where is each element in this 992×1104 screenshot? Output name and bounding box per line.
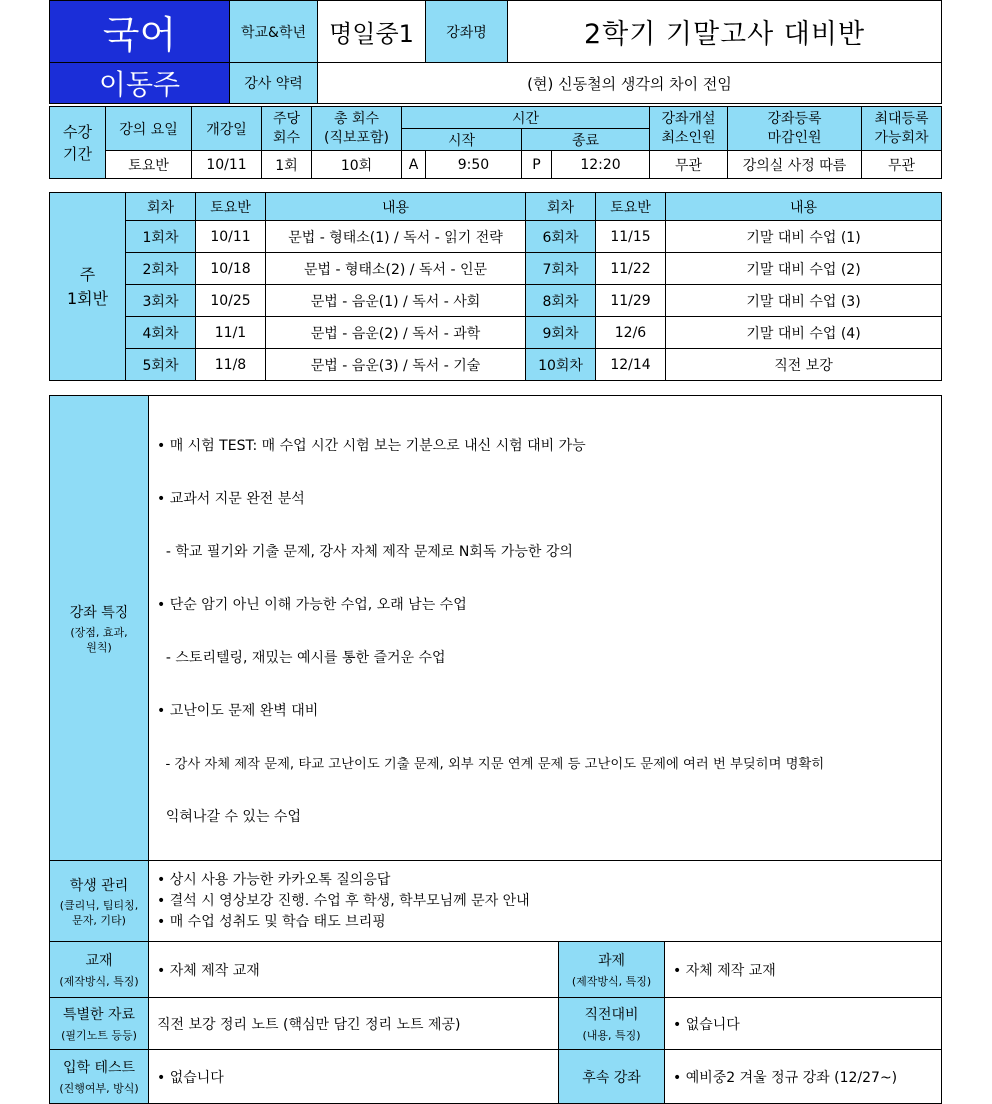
teacher-name: 이동주 bbox=[50, 63, 230, 104]
session-no-header: 회차 bbox=[526, 193, 596, 221]
entrance-label: 입학 테스트 bbox=[62, 1060, 136, 1076]
session-day-header: 토요반 bbox=[596, 193, 666, 221]
sessions-side-label: 주 1회반 bbox=[50, 193, 126, 381]
session-date: 10/11 bbox=[196, 221, 266, 253]
school-value: 명일중1 bbox=[318, 1, 426, 63]
course-label: 강좌명 bbox=[426, 1, 508, 63]
time-end-header: 종료 bbox=[522, 129, 650, 151]
career-value: (현) 신동철의 생각의 차이 전임 bbox=[318, 63, 942, 104]
start-date-value: 10/11 bbox=[192, 151, 262, 179]
total-header: 총 회수 (직보포함) bbox=[312, 107, 402, 151]
session-no: 5회차 bbox=[126, 349, 196, 381]
session-date: 11/22 bbox=[596, 253, 666, 285]
session-content: 기말 대비 수업 (1) bbox=[666, 221, 942, 253]
session-content: 직전 보강 bbox=[666, 349, 942, 381]
end-time: 12:20 bbox=[552, 151, 650, 179]
list-item: • 상시 사용 가능한 카카오톡 질의응답 bbox=[157, 871, 391, 888]
max-session-header: 최대등록 가능회차 bbox=[862, 107, 942, 151]
features-label: 강좌 특징 bbox=[69, 604, 129, 621]
prep-value: • 없습니다 bbox=[665, 998, 942, 1050]
session-date: 12/14 bbox=[596, 349, 666, 381]
max-session-value: 무관 bbox=[862, 151, 942, 179]
homework-sublabel: (제작방식, 특징) bbox=[571, 975, 652, 988]
homework-label: 과제 bbox=[597, 953, 626, 969]
session-day-header: 토요반 bbox=[196, 193, 266, 221]
start-date-header: 개강일 bbox=[192, 107, 262, 151]
session-no: 7회차 bbox=[526, 253, 596, 285]
session-content: 기말 대비 수업 (2) bbox=[666, 253, 942, 285]
session-date: 11/8 bbox=[196, 349, 266, 381]
table-row bbox=[50, 253, 942, 285]
career-label: 강사 약력 bbox=[230, 63, 318, 104]
sessions-table bbox=[49, 192, 942, 381]
session-content: 기말 대비 수업 (3) bbox=[666, 285, 942, 317]
weekly-value: 1회 bbox=[262, 151, 312, 179]
session-no: 6회차 bbox=[526, 221, 596, 253]
session-content: 문법 - 형태소(2) / 독서 - 인문 bbox=[266, 253, 526, 285]
session-no: 3회차 bbox=[126, 285, 196, 317]
deadline-value: 강의실 사정 따름 bbox=[728, 151, 862, 179]
special-sublabel: (필기노트 등등) bbox=[61, 1029, 137, 1042]
homework-value: • 자체 제작 교재 bbox=[665, 942, 942, 998]
session-date: 11/29 bbox=[596, 285, 666, 317]
min-enroll-value: 무관 bbox=[650, 151, 728, 179]
deadline-header: 강좌등록 마감인원 bbox=[728, 107, 862, 151]
next-course-label: 후속 강좌 bbox=[559, 1050, 665, 1104]
prep-label: 직전대비 bbox=[584, 1007, 639, 1023]
prep-sublabel: (내용, 특징) bbox=[582, 1029, 641, 1042]
list-item: • 결석 시 영상보강 진행. 수업 후 학생, 학부모님께 문자 안내 bbox=[157, 892, 530, 909]
session-no: 10회차 bbox=[526, 349, 596, 381]
session-content: 문법 - 음운(2) / 독서 - 과학 bbox=[266, 317, 526, 349]
special-label-cell bbox=[50, 998, 149, 1050]
session-content: 문법 - 음운(3) / 독서 - 기술 bbox=[266, 349, 526, 381]
entrance-value: • 없습니다 bbox=[149, 1050, 559, 1104]
session-no: 1회차 bbox=[126, 221, 196, 253]
session-no-header: 회차 bbox=[126, 193, 196, 221]
session-date: 10/18 bbox=[196, 253, 266, 285]
list-item: • 매 수업 성취도 및 학습 태도 브리핑 bbox=[157, 913, 386, 930]
total-value: 10회 bbox=[312, 151, 402, 179]
day-value: 토요반 bbox=[106, 151, 192, 179]
table-row bbox=[50, 221, 942, 253]
materials-label-cell bbox=[50, 942, 149, 998]
session-content: 문법 - 형태소(1) / 독서 - 읽기 전략 bbox=[266, 221, 526, 253]
session-content-header: 내용 bbox=[266, 193, 526, 221]
course-name: 2학기 기말고사 대비반 bbox=[508, 1, 942, 63]
time-header: 시간 bbox=[402, 107, 650, 129]
session-date: 11/1 bbox=[196, 317, 266, 349]
features-content bbox=[149, 396, 942, 861]
management-sublabel: (클리닉, 팀티칭, 문자, 기타) bbox=[59, 898, 139, 927]
list-item: • 단순 암기 아닌 이해 가능한 수업, 오래 남는 수업 bbox=[157, 597, 467, 613]
school-label: 학교&학년 bbox=[230, 1, 318, 63]
details-table bbox=[49, 395, 942, 1104]
session-no: 8회차 bbox=[526, 285, 596, 317]
list-item: • 매 시험 TEST: 매 수업 시간 시험 보는 기분으로 내신 시험 대비 가능 bbox=[157, 438, 586, 454]
session-no: 2회차 bbox=[126, 253, 196, 285]
management-label: 학생 관리 bbox=[69, 877, 129, 894]
session-date: 10/25 bbox=[196, 285, 266, 317]
next-course-value: • 예비중2 겨울 정규 강좌 (12/27~) bbox=[665, 1050, 942, 1104]
session-no: 9회차 bbox=[526, 317, 596, 349]
subject-title: 국어 bbox=[50, 1, 230, 63]
time-start-header: 시작 bbox=[402, 129, 522, 151]
weekly-header: 주당 회수 bbox=[262, 107, 312, 151]
day-header: 강의 요일 bbox=[106, 107, 192, 151]
list-item: - 학교 필기와 기출 문제, 강사 자체 제작 문제로 N회독 가능한 강의 bbox=[157, 544, 573, 560]
schedule-table bbox=[49, 106, 942, 179]
session-no: 4회차 bbox=[126, 317, 196, 349]
start-ampm: A bbox=[402, 151, 426, 179]
table-row bbox=[50, 285, 942, 317]
session-content: 기말 대비 수업 (4) bbox=[666, 317, 942, 349]
special-label: 특별한 자료 bbox=[62, 1007, 136, 1023]
list-item: 익혀나갈 수 있는 수업 bbox=[157, 809, 301, 825]
homework-label-cell bbox=[559, 942, 665, 998]
management-label-cell bbox=[50, 861, 149, 942]
list-item: - 강사 자체 제작 문제, 타교 고난이도 기출 문제, 외부 지문 연계 문제 등 고난이도 문제에 여러 번 부딪히며 명확히 bbox=[157, 757, 825, 772]
special-value: 직전 보강 정리 노트 (핵심만 담긴 정리 노트 제공) bbox=[149, 998, 559, 1050]
start-time: 9:50 bbox=[426, 151, 522, 179]
list-item: • 고난이도 문제 완벽 대비 bbox=[157, 703, 319, 719]
features-label-cell bbox=[50, 396, 149, 861]
session-date: 12/6 bbox=[596, 317, 666, 349]
session-date: 11/15 bbox=[596, 221, 666, 253]
list-item: - 스토리텔링, 재밌는 예시를 통한 즐거운 수업 bbox=[157, 650, 446, 666]
period-label: 수강 기간 bbox=[50, 107, 106, 179]
materials-sublabel: (제작방식, 특징) bbox=[59, 975, 139, 988]
entrance-label-cell bbox=[50, 1050, 149, 1104]
features-sublabel: (장점, 효과, 원칙) bbox=[70, 625, 128, 654]
materials-label: 교재 bbox=[85, 953, 113, 969]
min-enroll-header: 강좌개설 최소인원 bbox=[650, 107, 728, 151]
table-row bbox=[50, 349, 942, 381]
session-content: 문법 - 음운(1) / 독서 - 사회 bbox=[266, 285, 526, 317]
end-ampm: P bbox=[522, 151, 552, 179]
prep-label-cell bbox=[559, 998, 665, 1050]
management-content bbox=[149, 861, 942, 942]
list-item: • 교과서 지문 완전 분석 bbox=[157, 491, 305, 507]
entrance-sublabel: (진행여부, 방식) bbox=[59, 1082, 139, 1095]
table-row bbox=[50, 317, 942, 349]
header-table bbox=[49, 0, 942, 104]
materials-value: • 자체 제작 교재 bbox=[149, 942, 559, 998]
session-content-header: 내용 bbox=[666, 193, 942, 221]
